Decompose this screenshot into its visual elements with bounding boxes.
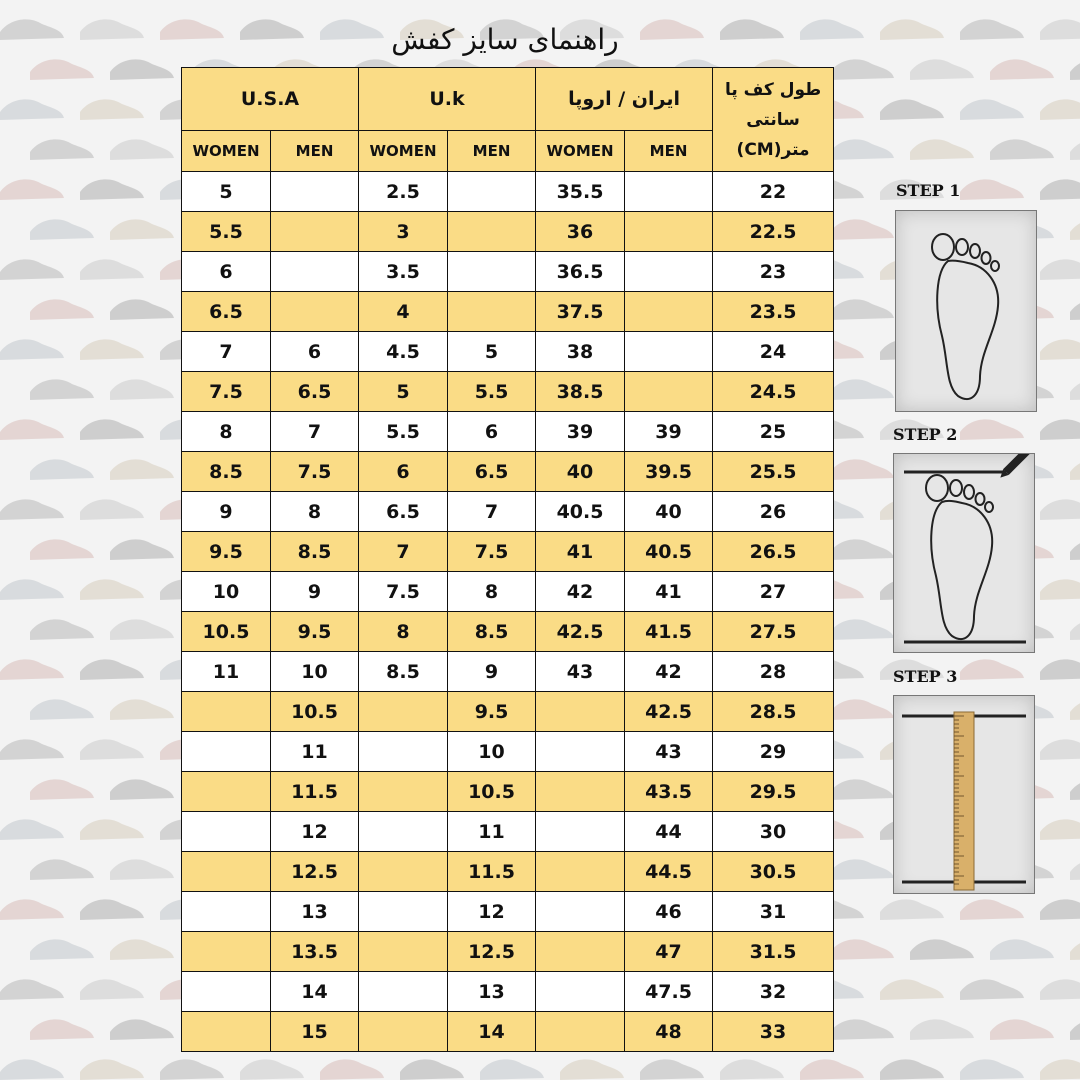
subheader-uk-women: WOMEN [359, 131, 448, 172]
cell-usa-women: 8 [182, 412, 271, 452]
cell-eu-women: 38.5 [536, 372, 625, 412]
cell-uk-women: 8.5 [359, 652, 448, 692]
cell-eu-men: 44 [625, 812, 713, 852]
cell-usa-women [182, 932, 271, 972]
cell-cm: 22.5 [713, 212, 834, 252]
cell-cm: 26 [713, 492, 834, 532]
cell-usa-men: 10.5 [271, 692, 359, 732]
cell-cm: 29.5 [713, 772, 834, 812]
cell-cm: 31.5 [713, 932, 834, 972]
cell-usa-women [182, 772, 271, 812]
cell-usa-men: 6.5 [271, 372, 359, 412]
cell-uk-women: 6 [359, 452, 448, 492]
cell-cm: 28 [713, 652, 834, 692]
cell-usa-men: 8 [271, 492, 359, 532]
cell-uk-men: 9.5 [448, 692, 536, 732]
cell-uk-women [359, 692, 448, 732]
cell-eu-men: 41 [625, 572, 713, 612]
cell-eu-women: 41 [536, 532, 625, 572]
table-row [182, 972, 834, 1012]
cell-uk-men: 12.5 [448, 932, 536, 972]
cell-usa-women [182, 852, 271, 892]
cell-usa-women [182, 972, 271, 1012]
cell-eu-men: 40.5 [625, 532, 713, 572]
cell-usa-men: 9 [271, 572, 359, 612]
cell-uk-men [448, 212, 536, 252]
cell-eu-women [536, 772, 625, 812]
cell-usa-men: 8.5 [271, 532, 359, 572]
cell-eu-women: 39 [536, 412, 625, 452]
cell-usa-men: 11 [271, 732, 359, 772]
cell-eu-men: 39 [625, 412, 713, 452]
table-row [182, 692, 834, 732]
cell-eu-women [536, 852, 625, 892]
cell-eu-women: 35.5 [536, 172, 625, 212]
cell-usa-men: 12 [271, 812, 359, 852]
cell-uk-women: 3.5 [359, 252, 448, 292]
cell-usa-men: 7.5 [271, 452, 359, 492]
cell-uk-women: 3 [359, 212, 448, 252]
cell-eu-women [536, 1012, 625, 1052]
cell-usa-men: 13.5 [271, 932, 359, 972]
cell-eu-women [536, 812, 625, 852]
cell-eu-women [536, 732, 625, 772]
cell-usa-women: 6 [182, 252, 271, 292]
cell-uk-women [359, 852, 448, 892]
step-1-label: STEP 1 [896, 181, 961, 200]
cell-usa-women [182, 692, 271, 732]
subheader-usa-women: WOMEN [182, 131, 271, 172]
cell-cm: 25 [713, 412, 834, 452]
cell-uk-women [359, 812, 448, 852]
table-row [182, 212, 834, 252]
cell-eu-women [536, 692, 625, 732]
cell-eu-men: 42 [625, 652, 713, 692]
cell-uk-women [359, 892, 448, 932]
cell-cm: 23.5 [713, 292, 834, 332]
table-row [182, 452, 834, 492]
cell-usa-women: 6.5 [182, 292, 271, 332]
table-row [182, 492, 834, 532]
cell-uk-women: 8 [359, 612, 448, 652]
cell-uk-women: 5 [359, 372, 448, 412]
cell-usa-men: 15 [271, 1012, 359, 1052]
cell-uk-men: 5 [448, 332, 536, 372]
cell-cm: 25.5 [713, 452, 834, 492]
cell-usa-women: 9.5 [182, 532, 271, 572]
cell-eu-women: 36 [536, 212, 625, 252]
cell-uk-men: 11.5 [448, 852, 536, 892]
header-uk: U.k [359, 68, 536, 131]
cell-cm: 27 [713, 572, 834, 612]
cell-uk-women [359, 772, 448, 812]
cell-usa-men: 13 [271, 892, 359, 932]
cell-eu-women [536, 932, 625, 972]
cell-cm: 23 [713, 252, 834, 292]
cell-uk-men: 8 [448, 572, 536, 612]
table-row [182, 652, 834, 692]
cell-cm: 28.5 [713, 692, 834, 732]
cell-usa-men: 14 [271, 972, 359, 1012]
table-row [182, 812, 834, 852]
table-row [182, 892, 834, 932]
cell-eu-women [536, 892, 625, 932]
header-usa: U.S.A [182, 68, 359, 131]
cell-uk-women [359, 1012, 448, 1052]
cell-uk-men: 6.5 [448, 452, 536, 492]
cell-cm: 30.5 [713, 852, 834, 892]
cell-eu-men: 43 [625, 732, 713, 772]
cell-usa-women: 7 [182, 332, 271, 372]
header-foot-length: طول کف پا سانتی متر(CM) [713, 68, 834, 172]
cell-eu-men [625, 212, 713, 252]
table-row [182, 572, 834, 612]
cell-cm: 24 [713, 332, 834, 372]
table-row [182, 852, 834, 892]
cell-eu-women: 42.5 [536, 612, 625, 652]
cell-uk-women: 4.5 [359, 332, 448, 372]
cell-eu-men: 44.5 [625, 852, 713, 892]
cell-uk-men: 12 [448, 892, 536, 932]
cell-usa-women: 5 [182, 172, 271, 212]
cell-uk-women: 5.5 [359, 412, 448, 452]
cell-eu-men [625, 172, 713, 212]
cell-usa-men: 9.5 [271, 612, 359, 652]
cell-uk-men [448, 252, 536, 292]
table-row [182, 172, 834, 212]
size-rows [182, 172, 834, 1052]
cell-eu-men: 47.5 [625, 972, 713, 1012]
cell-eu-men [625, 292, 713, 332]
table-row [182, 252, 834, 292]
cell-uk-men: 8.5 [448, 612, 536, 652]
step-3-label: STEP 3 [893, 667, 958, 686]
cell-eu-women [536, 972, 625, 1012]
cell-eu-women: 37.5 [536, 292, 625, 332]
cell-uk-women: 2.5 [359, 172, 448, 212]
subheader-eu-men: MEN [625, 131, 713, 172]
cell-cm: 24.5 [713, 372, 834, 412]
cell-uk-men: 13 [448, 972, 536, 1012]
cell-uk-women: 4 [359, 292, 448, 332]
cell-eu-men: 48 [625, 1012, 713, 1052]
cell-cm: 32 [713, 972, 834, 1012]
cell-usa-women: 5.5 [182, 212, 271, 252]
cell-usa-men: 6 [271, 332, 359, 372]
table-row [182, 532, 834, 572]
cell-usa-men [271, 212, 359, 252]
cell-eu-women: 40 [536, 452, 625, 492]
cell-uk-men: 6 [448, 412, 536, 452]
cell-usa-women: 11 [182, 652, 271, 692]
size-chart-table [181, 67, 834, 1052]
cell-eu-men: 43.5 [625, 772, 713, 812]
cell-usa-women [182, 812, 271, 852]
header-iran-europe: ایران / اروپا [536, 68, 713, 131]
cell-uk-women [359, 972, 448, 1012]
cell-eu-women: 40.5 [536, 492, 625, 532]
cell-usa-women: 10 [182, 572, 271, 612]
cell-cm: 33 [713, 1012, 834, 1052]
cell-uk-women: 6.5 [359, 492, 448, 532]
cell-usa-women [182, 892, 271, 932]
cell-uk-women [359, 932, 448, 972]
cell-eu-women: 36.5 [536, 252, 625, 292]
cell-eu-men: 41.5 [625, 612, 713, 652]
cell-uk-men: 7.5 [448, 532, 536, 572]
table-row [182, 412, 834, 452]
cell-eu-women: 43 [536, 652, 625, 692]
cell-uk-men: 10.5 [448, 772, 536, 812]
cell-eu-men [625, 332, 713, 372]
cell-eu-men: 40 [625, 492, 713, 532]
cell-cm: 27.5 [713, 612, 834, 652]
cell-usa-men: 11.5 [271, 772, 359, 812]
cell-uk-men [448, 292, 536, 332]
cell-usa-men [271, 252, 359, 292]
cell-usa-men [271, 292, 359, 332]
cell-uk-women [359, 732, 448, 772]
cell-cm: 31 [713, 892, 834, 932]
cell-usa-women: 9 [182, 492, 271, 532]
cell-cm: 26.5 [713, 532, 834, 572]
cell-eu-men: 47 [625, 932, 713, 972]
cell-eu-men: 42.5 [625, 692, 713, 732]
cell-eu-men: 46 [625, 892, 713, 932]
table-row [182, 372, 834, 412]
cell-usa-men: 10 [271, 652, 359, 692]
table-row [182, 1012, 834, 1052]
table-row [182, 612, 834, 652]
cell-cm: 30 [713, 812, 834, 852]
cell-uk-women: 7 [359, 532, 448, 572]
cell-uk-women: 7.5 [359, 572, 448, 612]
cell-usa-women [182, 1012, 271, 1052]
cell-uk-men [448, 172, 536, 212]
cell-usa-men: 12.5 [271, 852, 359, 892]
table-row [182, 772, 834, 812]
cell-eu-men: 39.5 [625, 452, 713, 492]
cell-usa-women [182, 732, 271, 772]
cell-uk-men: 7 [448, 492, 536, 532]
cell-cm: 29 [713, 732, 834, 772]
table-row [182, 332, 834, 372]
step-2-label: STEP 2 [893, 425, 958, 444]
cell-uk-men: 14 [448, 1012, 536, 1052]
cell-eu-men [625, 252, 713, 292]
table-row [182, 292, 834, 332]
cell-usa-men [271, 172, 359, 212]
cell-uk-men: 11 [448, 812, 536, 852]
cell-usa-men: 7 [271, 412, 359, 452]
cell-eu-women: 42 [536, 572, 625, 612]
table-row [182, 932, 834, 972]
cell-uk-men: 10 [448, 732, 536, 772]
cell-usa-women: 7.5 [182, 372, 271, 412]
table-row [182, 732, 834, 772]
cell-usa-women: 8.5 [182, 452, 271, 492]
subheader-uk-men: MEN [448, 131, 536, 172]
subheader-eu-women: WOMEN [536, 131, 625, 172]
cell-usa-women: 10.5 [182, 612, 271, 652]
cell-uk-men: 9 [448, 652, 536, 692]
page-title: راهنمای سایز کفش [391, 23, 619, 56]
cell-uk-men: 5.5 [448, 372, 536, 412]
subheader-usa-men: MEN [271, 131, 359, 172]
cell-eu-women: 38 [536, 332, 625, 372]
cell-cm: 22 [713, 172, 834, 212]
cell-eu-men [625, 372, 713, 412]
